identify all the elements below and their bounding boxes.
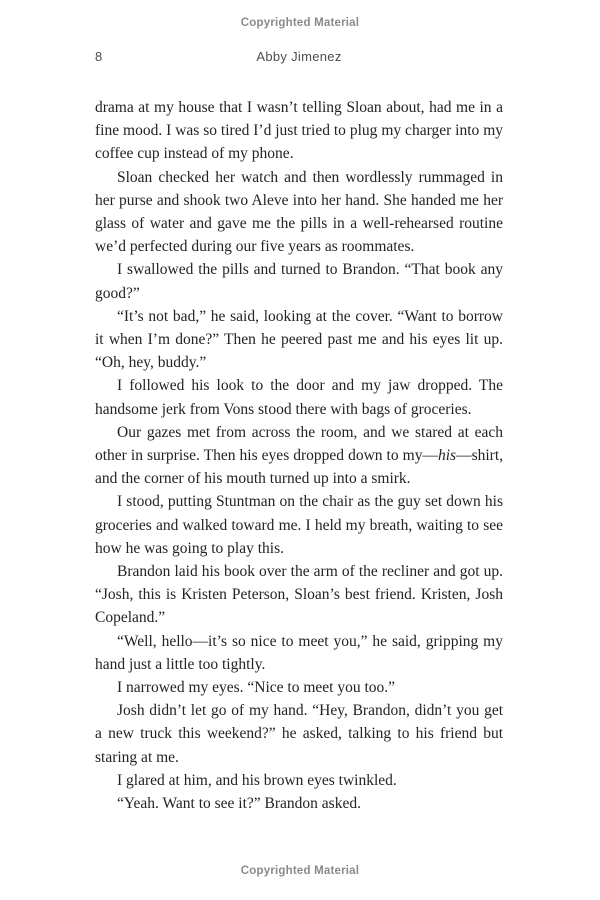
text-segment-italic: his bbox=[437, 447, 457, 465]
text-segment: I glared at him, and his brown eyes twinkled. bbox=[117, 771, 397, 789]
paragraph bbox=[95, 699, 503, 769]
copyright-notice-bottom: Copyrighted Material bbox=[240, 865, 360, 877]
paragraph bbox=[95, 258, 503, 304]
running-title: Abby Jimenez bbox=[256, 49, 342, 64]
text-segment: I swallowed the pills and turned to Brandon. “That book any good?” bbox=[95, 261, 503, 302]
page-body bbox=[95, 96, 503, 815]
text-segment: —shirt, and the corner of his mouth turned up into a smirk. bbox=[95, 447, 503, 488]
paragraph bbox=[95, 421, 503, 491]
paragraph bbox=[95, 374, 503, 420]
text-segment: “It’s not bad,” he said, looking at the cover. “Want to borrow it when I’m done?” Then he peered past me and his eyes lit up. “Oh, hey, buddy.” bbox=[95, 307, 503, 372]
paragraph bbox=[95, 792, 503, 815]
text-segment: I stood, putting Stuntman on the chair as the guy set down his groceries and walked toward me. I held my breath, waiting to see how he was going to play this. bbox=[95, 493, 503, 557]
paragraph bbox=[95, 96, 503, 166]
paragraph bbox=[95, 560, 503, 630]
paragraph bbox=[95, 769, 503, 792]
text-segment: drama at my house that I wasn’t telling Sloan about, had me in a fine mood. I was so tired I’d just tried to plug my charger into my coffee cup instead of my phone. bbox=[95, 99, 503, 163]
paragraph bbox=[95, 305, 503, 375]
text-segment: Our gazes met from across the room, and we stared at each other in surprise. Then his eyes dropped down to my— bbox=[95, 423, 503, 465]
text-segment: Brandon laid his book over the arm of the recliner and got up. “Josh, this is Kristen Peterson, Sloan’s best friend. Kristen, Josh Copeland.” bbox=[95, 563, 503, 627]
text-segment: “Yeah. Want to see it?” Brandon asked. bbox=[117, 795, 361, 813]
text-segment: Sloan checked her watch and then wordlessly rummaged in her purse and shook two Aleve into her hand. She handed me her glass of water and gave me the pills in a well-rehearsed routine we’d perfected during our five years as roommates. bbox=[95, 168, 503, 256]
paragraph bbox=[95, 166, 503, 259]
copyright-notice-top: Copyrighted Material bbox=[240, 17, 360, 29]
text-segment: Josh didn’t let go of my hand. “Hey, Brandon, didn’t you get a new truck this weekend?” he asked, talking to his friend but staring at me. bbox=[95, 702, 503, 766]
text-segment: “Well, hello—it’s so nice to meet you,” he said, gripping my hand just a little too tightly. bbox=[95, 632, 503, 673]
page-header bbox=[95, 49, 503, 67]
page-number: 8 bbox=[95, 49, 103, 64]
paragraph bbox=[95, 630, 503, 676]
text-segment: I narrowed my eyes. “Nice to meet you too.” bbox=[117, 679, 396, 697]
paragraph bbox=[95, 676, 503, 699]
paragraph bbox=[95, 490, 503, 560]
text-segment: I followed his look to the door and my jaw dropped. The handsome jerk from Vons stood there with bags of groceries. bbox=[95, 377, 503, 418]
